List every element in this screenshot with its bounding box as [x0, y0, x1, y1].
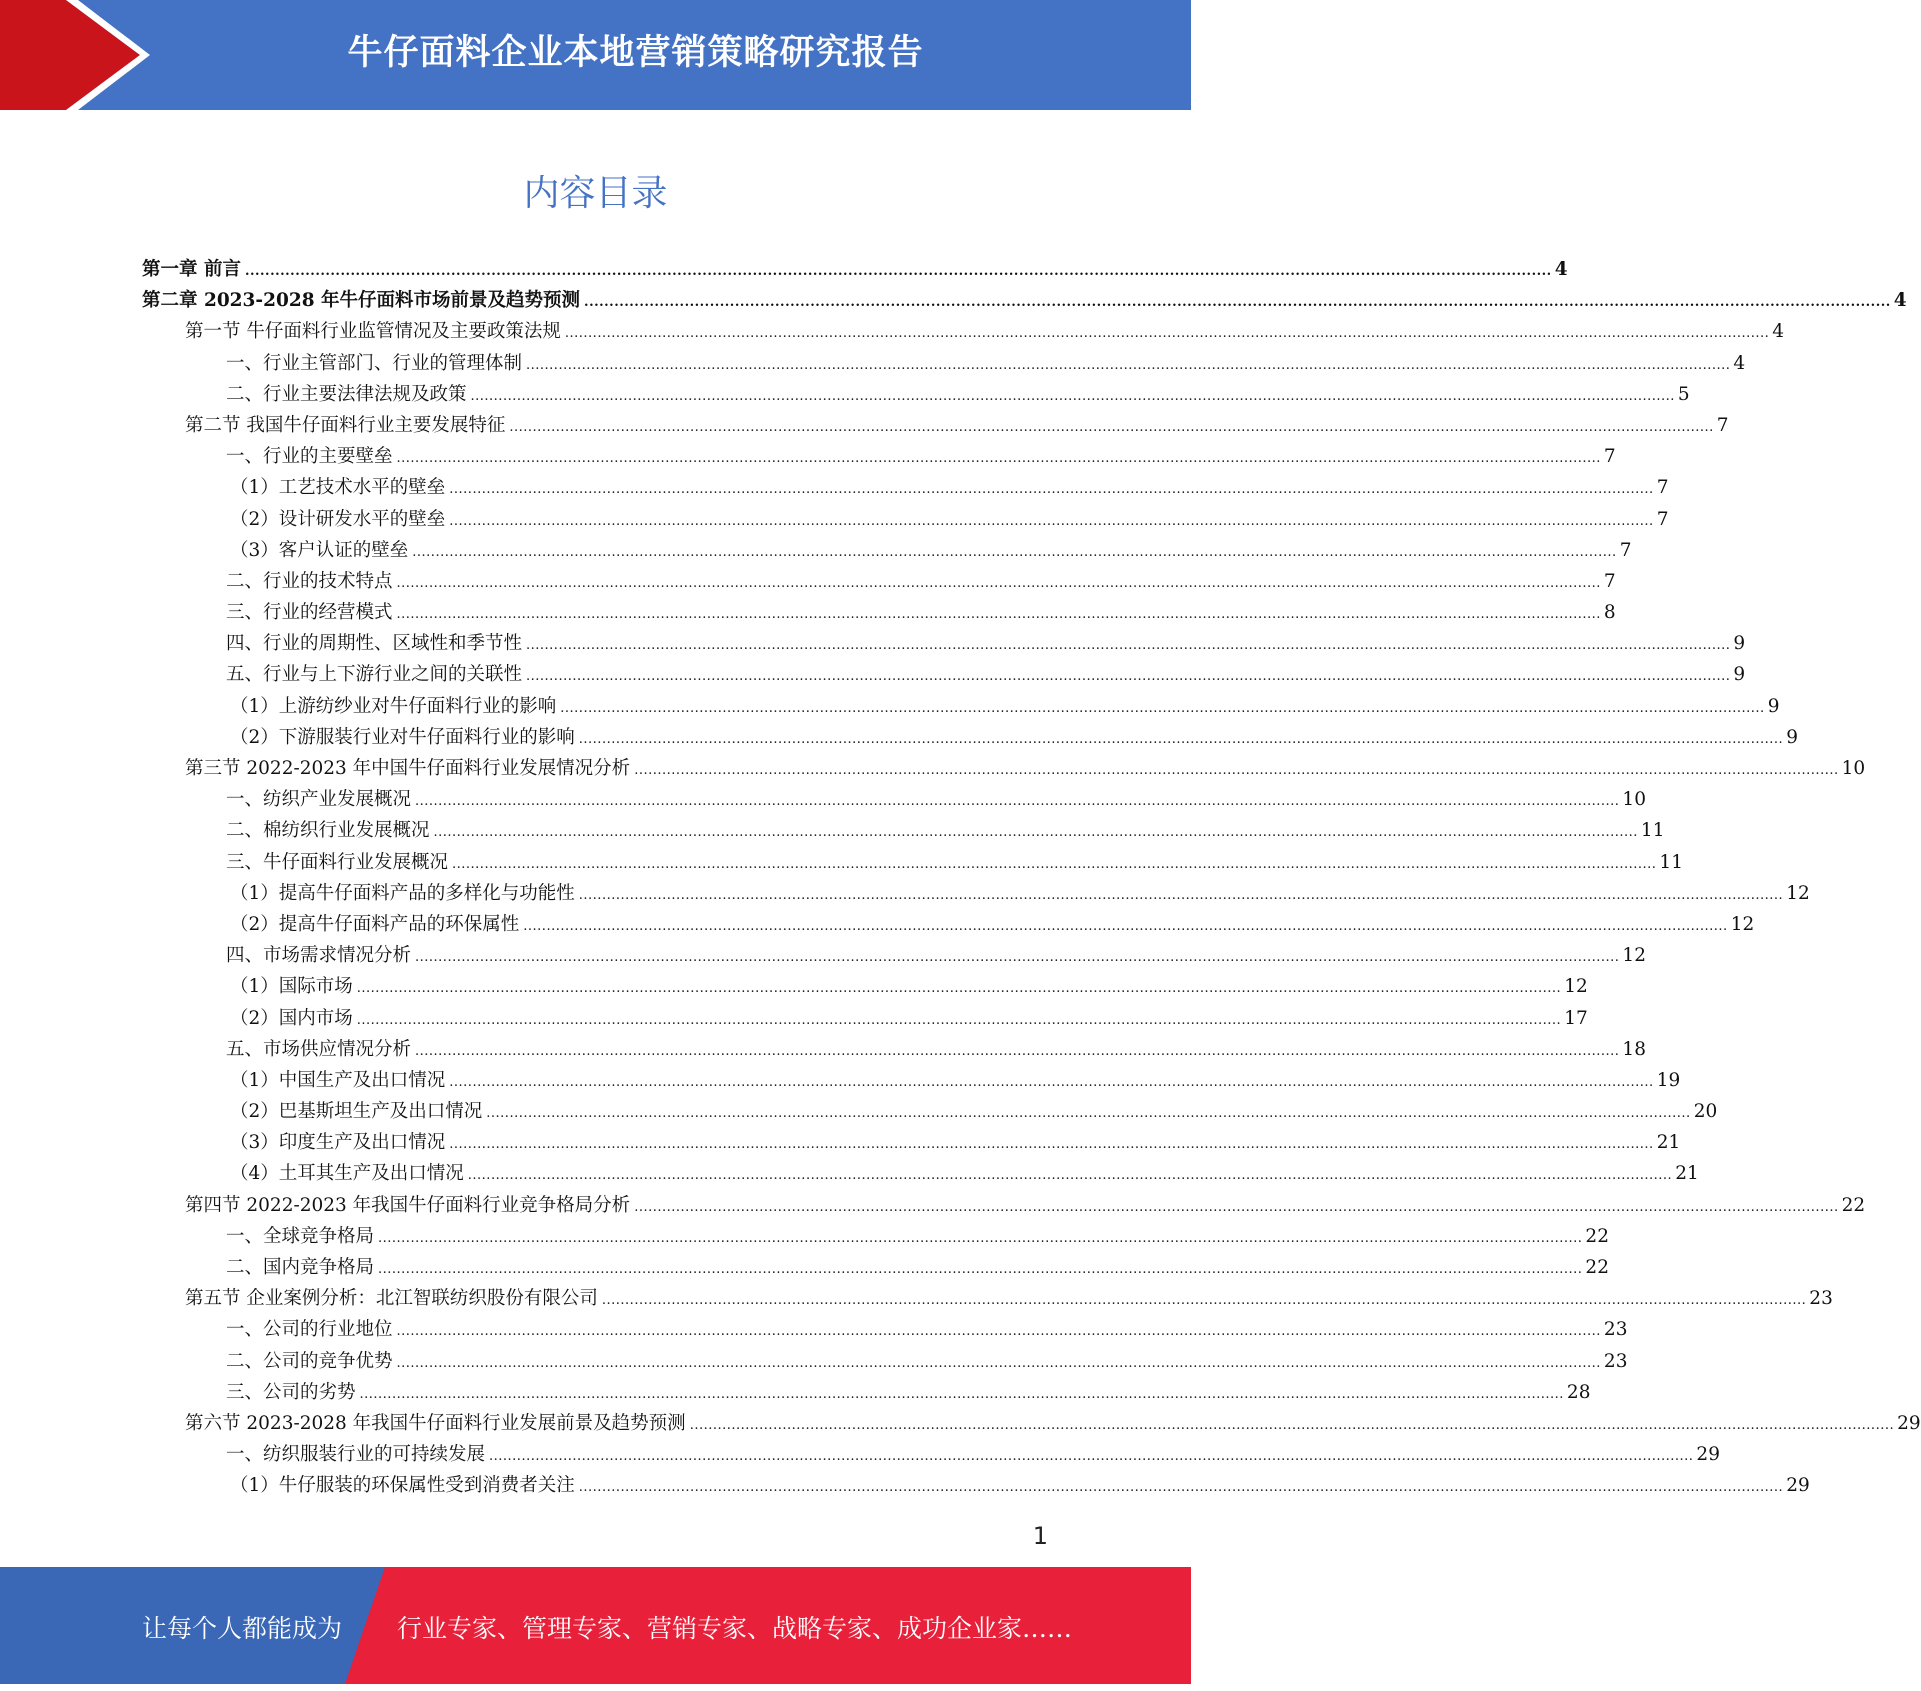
- toc-entry-page: 19: [1656, 1069, 1681, 1091]
- toc-entry-title: 三、牛仔面料行业发展概况: [226, 851, 449, 873]
- toc-entry-page: 29: [1897, 1412, 1921, 1434]
- toc-entry[interactable]: [142, 566, 1616, 597]
- toc-dot-leader: ....................................................................................................................................................................................................................................................................: [578, 1480, 1784, 1496]
- toc-entry[interactable]: [142, 1003, 1588, 1034]
- toc-dot-leader: ....................................................................................................................................................................................................................................................................: [601, 1293, 1807, 1309]
- toc-entry-page: 21: [1675, 1163, 1699, 1185]
- toc-entry[interactable]: [142, 410, 1729, 441]
- toc-entry-title: 二、公司的竞争优势: [226, 1350, 393, 1372]
- toc-dot-leader: ....................................................................................................................................................................................................................................................................: [689, 1417, 1895, 1433]
- toc-entry-title: 二、棉纺织行业发展概况: [226, 820, 430, 842]
- toc-entry-page: 20: [1693, 1101, 1718, 1123]
- toc-entry-title: 四、市场需求情况分析: [226, 945, 412, 967]
- toc-entry-title: （2）国内市场: [230, 1007, 353, 1029]
- toc-entry-title: （2）提高牛仔面料产品的环保属性: [230, 913, 520, 935]
- toc-entry-title: （1）牛仔服装的环保属性受到消费者关注: [230, 1475, 575, 1497]
- toc-entry-page: 29: [1786, 1475, 1810, 1497]
- toc-dot-leader: ....................................................................................................................................................................................................................................................................: [449, 513, 1654, 529]
- toc-entry-title: （3）印度生产及出口情况: [230, 1132, 446, 1154]
- toc-entry-title: （1）工艺技术水平的壁垒: [230, 477, 446, 499]
- toc-entry[interactable]: [142, 753, 1866, 784]
- toc-entry-title: 一、全球竞争格局: [226, 1225, 375, 1247]
- page-number: 1: [1032, 1522, 1048, 1550]
- toc-entry-title: （2）设计研发水平的壁垒: [230, 508, 446, 530]
- toc-entry[interactable]: [142, 254, 1568, 285]
- toc-entry-title: （1）上游纺纱业对牛仔面料行业的影响: [230, 695, 557, 717]
- toc-entry-page: 17: [1564, 1007, 1588, 1029]
- toc-dot-leader: ....................................................................................................................................................................................................................................................................: [412, 544, 1617, 560]
- toc-entry-page: 12: [1564, 976, 1588, 998]
- toc-entry-page: 12: [1786, 882, 1810, 904]
- toc-dot-leader: ....................................................................................................................................................................................................................................................................: [415, 950, 1620, 966]
- toc-entry-page: 12: [1622, 945, 1646, 967]
- toc-entry-title: 第二章 2023-2028 年牛仔面料市场前景及趋势预测: [142, 290, 581, 312]
- toc-dot-leader: ....................................................................................................................................................................................................................................................................: [449, 1074, 1654, 1090]
- toc-entry-page: 23: [1809, 1288, 1833, 1310]
- toc-dot-leader: ....................................................................................................................................................................................................................................................................: [449, 1137, 1654, 1153]
- toc-entry-page: 21: [1656, 1132, 1681, 1154]
- toc-entry-page: 10: [1841, 758, 1866, 779]
- toc-dot-leader: ....................................................................................................................................................................................................................................................................: [509, 419, 1714, 435]
- toc-dot-leader: ....................................................................................................................................................................................................................................................................: [634, 763, 1839, 778]
- toc-entry-title: 二、行业主要法律法规及政策: [226, 383, 467, 405]
- toc-entry-page: 12: [1730, 913, 1755, 935]
- toc-entry-page: 10: [1622, 789, 1646, 811]
- footer-slogan-left: 让每个人都能成为: [142, 1614, 343, 1643]
- toc-entry[interactable]: [142, 472, 1669, 503]
- toc-entry-page: 9: [1733, 664, 1746, 686]
- toc-entry[interactable]: [142, 535, 1632, 566]
- toc-entry-page: 29: [1696, 1444, 1720, 1466]
- toc-entry-page: 7: [1603, 570, 1616, 592]
- toc-dot-leader: ....................................................................................................................................................................................................................................................................: [396, 1324, 1601, 1340]
- toc-entry[interactable]: [142, 1127, 1681, 1158]
- toc-dot-leader: ....................................................................................................................................................................................................................................................................: [396, 1355, 1601, 1371]
- toc-entry-title: 三、行业的经营模式: [226, 602, 393, 624]
- toc-dot-leader: ....................................................................................................................................................................................................................................................................: [578, 731, 1784, 747]
- toc-entry[interactable]: [142, 348, 1746, 379]
- toc-dot-leader: ....................................................................................................................................................................................................................................................................: [449, 482, 1654, 498]
- toc-dot-leader: ....................................................................................................................................................................................................................................................................: [526, 669, 1731, 685]
- toc-entry-page: 4: [1554, 259, 1568, 280]
- toc-entry-title: 一、公司的行业地位: [226, 1319, 393, 1341]
- toc-entry-page: 22: [1841, 1194, 1866, 1216]
- toc-entry-title: （1）中国生产及出口情况: [230, 1069, 446, 1091]
- toc-dot-leader: ....................................................................................................................................................................................................................................................................: [415, 1043, 1620, 1059]
- toc-dot-leader: ....................................................................................................................................................................................................................................................................: [415, 794, 1620, 810]
- toc-entry-page: 22: [1585, 1225, 1609, 1247]
- toc-entry[interactable]: [142, 1346, 1628, 1377]
- toc-entry-title: 一、纺织产业发展概况: [226, 789, 412, 811]
- toc-dot-leader: ....................................................................................................................................................................................................................................................................: [467, 1168, 1673, 1184]
- toc-entry[interactable]: [142, 1439, 1720, 1470]
- toc-entry[interactable]: [142, 784, 1646, 815]
- toc-entry[interactable]: [142, 971, 1588, 1002]
- toc-entry[interactable]: [142, 1377, 1591, 1408]
- page-footer: [0, 1567, 1191, 1684]
- toc-entry[interactable]: [142, 379, 1690, 410]
- toc-entry-title: 一、行业的主要壁垒: [226, 446, 393, 468]
- toc-entry[interactable]: [142, 659, 1746, 690]
- toc-entry[interactable]: [142, 722, 1798, 753]
- toc-entry[interactable]: [142, 285, 1907, 316]
- toc-dot-leader: ....................................................................................................................................................................................................................................................................: [526, 638, 1731, 654]
- toc-dot-leader: ....................................................................................................................................................................................................................................................................: [584, 295, 1891, 311]
- report-title: 牛仔面料企业本地营销策略研究报告: [347, 33, 924, 73]
- toc-entry-page: 28: [1566, 1381, 1591, 1403]
- toc-dot-leader: ....................................................................................................................................................................................................................................................................: [359, 1386, 1564, 1402]
- toc-dot-leader: ....................................................................................................................................................................................................................................................................: [564, 326, 1770, 342]
- toc-entry[interactable]: [142, 847, 1683, 878]
- toc-dot-leader: ....................................................................................................................................................................................................................................................................: [526, 357, 1731, 373]
- toc-dot-leader: ....................................................................................................................................................................................................................................................................: [433, 825, 1638, 841]
- toc-entry-title: 第三节 2022-2023 年中国牛仔面料行业发展情况分析: [185, 758, 631, 779]
- toc-entry-page: 23: [1603, 1319, 1628, 1341]
- toc-entry[interactable]: [142, 1065, 1681, 1096]
- toc-entry[interactable]: [142, 1190, 1866, 1221]
- toc-dot-leader: ....................................................................................................................................................................................................................................................................: [489, 1449, 1694, 1465]
- toc-dot-leader: ....................................................................................................................................................................................................................................................................: [560, 700, 1765, 716]
- toc-entry-title: （2）下游服装行业对牛仔面料行业的影响: [230, 726, 575, 748]
- toc-entry[interactable]: [142, 504, 1669, 535]
- toc-dot-leader: ....................................................................................................................................................................................................................................................................: [356, 981, 1562, 997]
- toc-entry[interactable]: [142, 316, 1785, 347]
- toc-entry-page: 11: [1659, 851, 1683, 873]
- toc-entry-title: 二、国内竞争格局: [226, 1257, 375, 1278]
- toc-dot-leader: ....................................................................................................................................................................................................................................................................: [634, 1199, 1839, 1215]
- toc-entry-title: 二、行业的技术特点: [226, 570, 393, 592]
- toc-dot-leader: ....................................................................................................................................................................................................................................................................: [378, 1230, 1583, 1246]
- toc-entry-title: 一、行业主管部门、行业的管理体制: [226, 352, 523, 374]
- toc-entry-page: 4: [1733, 352, 1746, 374]
- toc-entry-title: 第五节 企业案例分析：北江智联纺织股份有限公司: [185, 1288, 598, 1310]
- toc-dot-leader: ....................................................................................................................................................................................................................................................................: [244, 264, 1552, 279]
- toc-entry[interactable]: [142, 597, 1616, 628]
- toc-entry[interactable]: [142, 628, 1746, 659]
- toc-entry[interactable]: [142, 1283, 1833, 1314]
- footer-slogan-right: 行业专家、管理专家、营销专家、战略专家、成功企业家……: [397, 1614, 1073, 1643]
- toc-entry-page: 23: [1603, 1350, 1628, 1372]
- page-header: [0, 0, 1191, 110]
- toc-entry-title: 五、行业与上下游行业之间的关联性: [226, 664, 523, 686]
- toc-entry-title: 第二节 我国牛仔面料行业主要发展特征: [185, 414, 506, 436]
- toc-entry-page: 9: [1786, 726, 1798, 748]
- toc-entry-title: 第一节 牛仔面料行业监管情况及主要政策法规: [185, 321, 561, 343]
- toc-entry-page: 7: [1619, 539, 1632, 561]
- toc-entry-title: 一、纺织服装行业的可持续发展: [226, 1444, 486, 1466]
- toc-entry-page: 4: [1893, 290, 1907, 312]
- toc-entry-title: （4）土耳其生产及出口情况: [230, 1163, 464, 1185]
- toc-entry[interactable]: [142, 940, 1646, 971]
- toc-entry[interactable]: [142, 1034, 1646, 1065]
- table-of-contents: [142, 254, 1921, 1502]
- toc-entry[interactable]: [142, 815, 1665, 846]
- toc-entry-title: 四、行业的周期性、区域性和季节性: [226, 633, 523, 655]
- toc-dot-leader: ....................................................................................................................................................................................................................................................................: [452, 856, 1657, 872]
- toc-dot-leader: ....................................................................................................................................................................................................................................................................: [396, 451, 1601, 467]
- toc-entry-title: （3）客户认证的壁垒: [230, 539, 409, 561]
- header-arrow-decoration: [0, 0, 150, 110]
- toc-entry-title: （2）巴基斯坦生产及出口情况: [230, 1101, 483, 1123]
- toc-entry-title: 第四节 2022-2023 年我国牛仔面料行业竞争格局分析: [185, 1194, 631, 1216]
- toc-entry-title: （1）提高牛仔面料产品的多样化与功能性: [230, 882, 575, 904]
- toc-entry-page: 9: [1767, 695, 1780, 717]
- toc-entry-page: 4: [1772, 321, 1785, 343]
- toc-dot-leader: ....................................................................................................................................................................................................................................................................: [578, 887, 1784, 903]
- toc-entry-title: 第六节 2023-2028 年我国牛仔面料行业发展前景及趋势预测: [185, 1412, 686, 1434]
- toc-entry-page: 7: [1603, 446, 1616, 468]
- toc-entry-page: 5: [1677, 383, 1690, 405]
- toc-entry-page: 22: [1585, 1257, 1609, 1278]
- toc-dot-leader: ....................................................................................................................................................................................................................................................................: [523, 918, 1728, 934]
- toc-entry[interactable]: [142, 691, 1780, 722]
- toc-entry-title: （1）国际市场: [230, 976, 353, 998]
- toc-entry-page: 7: [1716, 414, 1729, 436]
- toc-entry[interactable]: [142, 1470, 1810, 1501]
- toc-entry-title: 五、市场供应情况分析: [226, 1038, 412, 1060]
- toc-dot-leader: ....................................................................................................................................................................................................................................................................: [378, 1262, 1583, 1277]
- toc-entry-page: 8: [1603, 602, 1616, 624]
- toc-entry[interactable]: [142, 441, 1616, 472]
- toc-entry[interactable]: [142, 1221, 1609, 1252]
- toc-entry[interactable]: [142, 909, 1755, 940]
- toc-entry[interactable]: [142, 1158, 1699, 1189]
- toc-entry[interactable]: [142, 1314, 1628, 1345]
- toc-entry[interactable]: [142, 1252, 1609, 1283]
- toc-dot-leader: ....................................................................................................................................................................................................................................................................: [470, 388, 1675, 404]
- toc-entry-page: 11: [1640, 820, 1665, 842]
- toc-entry[interactable]: [142, 1408, 1921, 1439]
- toc-entry[interactable]: [142, 878, 1810, 909]
- toc-entry-page: 7: [1656, 477, 1669, 499]
- toc-dot-leader: ....................................................................................................................................................................................................................................................................: [396, 575, 1601, 591]
- toc-entry[interactable]: [142, 1096, 1718, 1127]
- toc-dot-leader: ....................................................................................................................................................................................................................................................................: [356, 1012, 1562, 1028]
- toc-entry-page: 18: [1622, 1038, 1646, 1060]
- toc-dot-leader: ....................................................................................................................................................................................................................................................................: [396, 607, 1601, 623]
- toc-dot-leader: ....................................................................................................................................................................................................................................................................: [486, 1106, 1691, 1122]
- toc-entry-page: 7: [1656, 508, 1669, 530]
- toc-heading: 内容目录: [523, 173, 668, 214]
- toc-entry-title: 三、公司的劣势: [226, 1381, 356, 1403]
- toc-entry-title: 第一章 前言: [142, 259, 241, 280]
- toc-entry-page: 9: [1733, 633, 1746, 655]
